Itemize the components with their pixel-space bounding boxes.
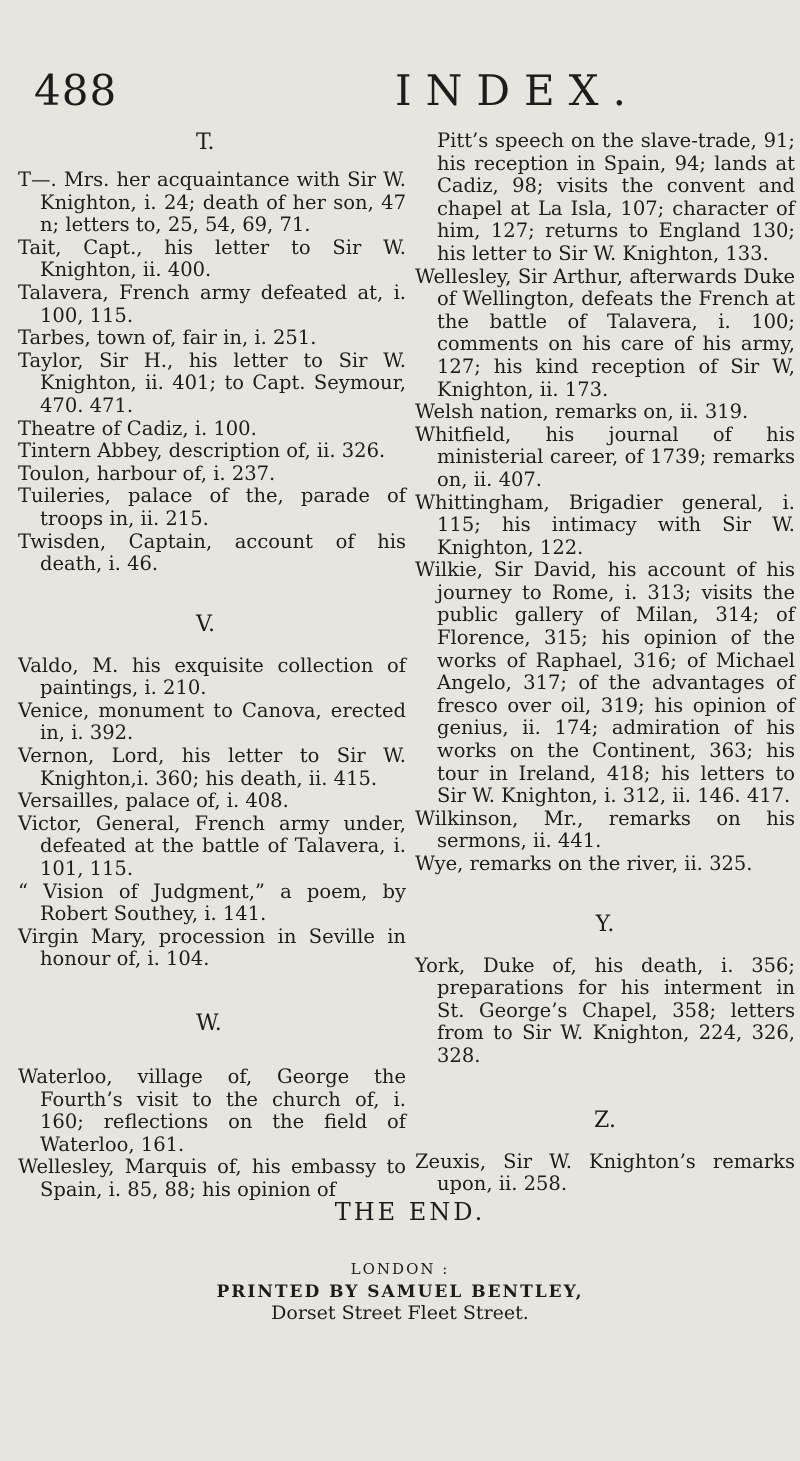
index-entry: Toulon, harbour of, i. 237.	[18, 461, 276, 485]
index-entry: Wilkie, Sir David, his account of his journey to Rome, i. 313; visits the public gallery of Milan, 314; of Florence, 315; his opinion of the works of Raphael, 316; of Michael Angelo, 317; of the advantages of fresco over oil, 319; his opinion of genius, ii. 174; admiration of his works on the Continent, 363; his tour in Ireland, 418; his letters to Sir W. Knighton, i. 312, ii. 146. 417.	[415, 558, 795, 808]
right-column	[415, 130, 795, 1196]
colophon	[0, 1198, 800, 1324]
section-letter-t: T.	[196, 130, 215, 155]
index-entry: Tuileries, palace of the, parade of troops in, ii. 215.	[18, 484, 406, 530]
index-entry: Theatre of Cadiz, i. 100.	[18, 416, 257, 440]
index-entry: Vernon, Lord, his letter to Sir W. Knighton,i. 360; his death, ii. 415.	[18, 744, 406, 790]
section-letter-z: Z.	[594, 1107, 616, 1133]
index-entry: Taylor, Sir H., his letter to Sir W. Knighton, ii. 401; to Capt. Seymour, 470. 471.	[18, 348, 406, 417]
index-entry: Tintern Abbey, description of, ii. 326.	[18, 439, 386, 463]
imprint-printer: PRINTED BY SAMUEL BENTLEY,	[216, 1282, 584, 1302]
index-entry: Wellesley, Marquis of, his embassy to Spain, i. 85, 88; his opinion of	[18, 1155, 406, 1201]
page-number: 488	[34, 66, 118, 115]
index-entry: T—. Mrs. her acquaintance with Sir W. Knighton, i. 24; death of her son, 47 n; letters to, 25, 54, 69, 71.	[18, 168, 406, 237]
imprint-address: Dorset Street Fleet Street.	[271, 1302, 529, 1324]
section-letter-y: Y.	[595, 911, 615, 937]
index-entry: Wilkinson, Mr., remarks on his sermons, ii. 441.	[415, 806, 795, 853]
page-header	[0, 66, 800, 126]
index-entry-continued: Pitt’s speech on the slave-trade, 91; his reception in Spain, 94; lands at Cadiz, 98; visits the convent and chapel at La Isla, 107; character of him, 127; returns to England 130; his letter to Sir W. Knighton, 133.	[437, 129, 795, 265]
index-entry: Virgin Mary, procession in Seville in honour of, i. 104.	[18, 924, 406, 971]
index-entry: Valdo, M. his exquisite collection of paintings, i. 210.	[18, 653, 406, 700]
imprint-city: LONDON :	[350, 1260, 450, 1278]
index-entry: Whittingham, Brigadier general, i. 115; his intimacy with Sir W. Knighton, 122.	[415, 490, 795, 559]
section-letter-v: V.	[196, 611, 216, 637]
index-entry: Versailles, palace of, i. 408.	[18, 789, 289, 813]
index-entry: Waterloo, village of, George the Fourth’s visit to the church of, i. 160; reflections on the field of Waterloo, 161.	[18, 1065, 406, 1156]
index-entry: Whitfield, his journal of his ministerial career, of 1739; remarks on, ii. 407.	[415, 422, 795, 491]
index-entry: Twisden, Captain, account of his death, i. 46.	[18, 529, 406, 576]
index-entry: Welsh nation, remarks on, ii. 319.	[415, 400, 749, 424]
index-entry: Tarbes, town of, fair in, i. 251.	[18, 326, 317, 350]
index-entry: Victor, General, French army under, defeated at the battle of Talavera, i. 101, 115.	[18, 811, 406, 881]
index-entry: Tait, Capt., his letter to Sir W. Knighton, ii. 400.	[18, 235, 406, 282]
index-entry: Zeuxis, Sir W. Knighton’s remarks upon, ii. 258.	[415, 1149, 795, 1196]
left-column	[18, 130, 406, 1202]
index-entry: Wellesley, Sir Arthur, afterwards Duke of Wellington, defeats the French at the battle of Talavera, i. 100; comments on his care of his army, 127; his kind reception of Sir W, Knighton, ii. 173.	[415, 264, 795, 401]
section-letter-w: W.	[196, 1011, 222, 1036]
index-entry: Wye, remarks on the river, ii. 325.	[415, 852, 753, 875]
index-entry: “ Vision of Judgment,” a poem, by Robert Southey, i. 141.	[18, 879, 406, 926]
index-entry: Venice, monument to Canova, erected in, i. 392.	[18, 698, 406, 745]
the-end: THE END.	[334, 1198, 486, 1226]
index-entry: Talavera, French army defeated at, i. 100, 115.	[18, 280, 406, 327]
page-title: INDEX.	[395, 66, 640, 115]
index-entry: York, Duke of, his death, i. 356; preparations for his interment in St. George’s Chapel, 358; letters from to Sir W. Knighton, 224, 326, 328.	[415, 953, 795, 1067]
